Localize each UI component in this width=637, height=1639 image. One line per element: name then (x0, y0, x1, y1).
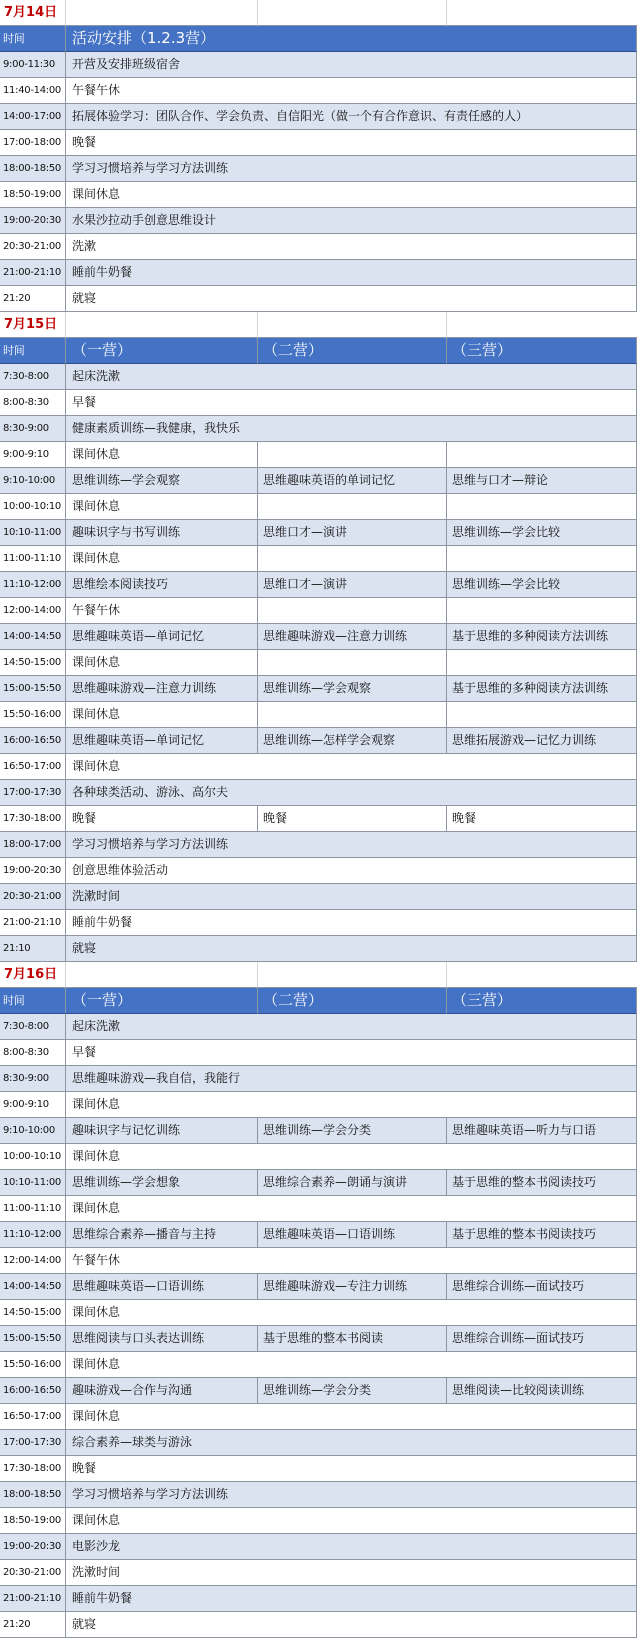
activity-cell: 睡前牛奶餐 (66, 1586, 637, 1612)
activity-cell: 午餐午休 (66, 78, 637, 104)
table-row (0, 1274, 637, 1300)
activity-cell: 起床洗漱 (66, 1014, 637, 1040)
activity-cell: 学习习惯培养与学习方法训练 (66, 156, 637, 182)
activity-cell: 洗漱 (66, 234, 637, 260)
camp-3-cell: 思维训练—学会比较 (447, 520, 637, 546)
header-camp-3: （三营） (447, 338, 637, 364)
time-cell: 9:10-10:00 (0, 468, 66, 494)
table-row (0, 572, 637, 598)
table-row (0, 1534, 637, 1560)
activity-cell: 各种球类活动、游泳、高尔夫 (66, 780, 637, 806)
table-header-row (0, 26, 637, 52)
day-title: 7月15日 (0, 312, 66, 338)
activity-cell: 拓展体验学习：团队合作、学会负责、自信阳光（做一个有合作意识、有责任感的人） (66, 104, 637, 130)
activity-cell: 就寝 (66, 1612, 637, 1638)
time-cell: 11:00-11:10 (0, 1196, 66, 1222)
camp-1-cell: 思维阅读与口头表达训练 (66, 1326, 258, 1352)
camp-2-cell: 思维趣味游戏—专注力训练 (258, 1274, 447, 1300)
camp-2-cell: 思维趣味英语的单词记忆 (258, 468, 447, 494)
day-title: 7月16日 (0, 962, 66, 988)
time-cell: 8:00-8:30 (0, 1040, 66, 1066)
activity-cell: 健康素质训练—我健康，我快乐 (66, 416, 637, 442)
camp-3-cell (447, 702, 637, 728)
table-row (0, 442, 637, 468)
activity-cell: 课间休息 (66, 182, 637, 208)
time-cell: 16:00-16:50 (0, 728, 66, 754)
time-cell: 15:00-15:50 (0, 1326, 66, 1352)
camp-2-cell: 思维训练—学会观察 (258, 676, 447, 702)
table-row (0, 1612, 637, 1638)
time-cell: 18:50-19:00 (0, 182, 66, 208)
time-cell: 18:50-19:00 (0, 1508, 66, 1534)
camp-3-cell: 思维与口才—辩论 (447, 468, 637, 494)
table-row (0, 832, 637, 858)
activity-cell: 早餐 (66, 390, 637, 416)
camp-3-cell: 思维训练—学会比较 (447, 572, 637, 598)
time-cell: 20:30-21:00 (0, 1560, 66, 1586)
time-cell: 16:00-16:50 (0, 1378, 66, 1404)
time-cell: 14:00-14:50 (0, 624, 66, 650)
table-row (0, 650, 637, 676)
table-row (0, 936, 637, 962)
camp-1-cell: 思维训练—学会观察 (66, 468, 258, 494)
activity-cell: 就寝 (66, 936, 637, 962)
camp-2-cell: 思维口才—演讲 (258, 520, 447, 546)
camp-1-cell: 思维趣味游戏—注意力训练 (66, 676, 258, 702)
time-cell: 18:00-18:50 (0, 1482, 66, 1508)
time-cell: 10:10-11:00 (0, 520, 66, 546)
activity-cell: 洗漱时间 (66, 884, 637, 910)
time-cell: 16:50-17:00 (0, 754, 66, 780)
camp-1-cell: 思维趣味英语—单词记忆 (66, 624, 258, 650)
table-row (0, 1144, 637, 1170)
camp-2-cell: 思维口才—演讲 (258, 572, 447, 598)
time-cell: 19:00-20:30 (0, 1534, 66, 1560)
camp-2-cell: 思维趣味英语—口语训练 (258, 1222, 447, 1248)
blank-cell (258, 0, 447, 26)
table-row (0, 1040, 637, 1066)
camp-1-cell: 课间休息 (66, 442, 258, 468)
time-cell: 10:00-10:10 (0, 1144, 66, 1170)
time-cell: 18:00-17:00 (0, 832, 66, 858)
table-row (0, 806, 637, 832)
camp-2-cell: 思维综合素养—朗诵与演讲 (258, 1170, 447, 1196)
camp-1-cell: 趣味游戏—合作与沟通 (66, 1378, 258, 1404)
time-cell: 8:30-9:00 (0, 1066, 66, 1092)
header-time: 时间 (0, 988, 66, 1014)
time-cell: 11:10-12:00 (0, 1222, 66, 1248)
header-activity: 活动安排（1.2.3营） (66, 26, 637, 52)
activity-cell: 就寝 (66, 286, 637, 312)
camp-1-cell: 课间休息 (66, 546, 258, 572)
camp-2-cell: 思维训练—学会分类 (258, 1118, 447, 1144)
activity-cell: 创意思维体验活动 (66, 858, 637, 884)
camp-3-cell (447, 546, 637, 572)
table-row (0, 702, 637, 728)
time-cell: 12:00-14:00 (0, 1248, 66, 1274)
camp-1-cell: 思维绘本阅读技巧 (66, 572, 258, 598)
activity-cell: 水果沙拉动手创意思维设计 (66, 208, 637, 234)
time-cell: 11:40-14:00 (0, 78, 66, 104)
time-cell: 9:00-9:10 (0, 1092, 66, 1118)
table-row (0, 182, 637, 208)
camp-2-cell: 思维训练—学会分类 (258, 1378, 447, 1404)
time-cell: 16:50-17:00 (0, 1404, 66, 1430)
table-row (0, 1300, 637, 1326)
table-row (0, 390, 637, 416)
camp-1-cell: 思维趣味英语—单词记忆 (66, 728, 258, 754)
time-cell: 9:10-10:00 (0, 1118, 66, 1144)
header-camp-2: （二营） (258, 338, 447, 364)
time-cell: 12:00-14:00 (0, 598, 66, 624)
time-cell: 21:20 (0, 1612, 66, 1638)
table-row (0, 546, 637, 572)
time-cell: 19:00-20:30 (0, 858, 66, 884)
table-row (0, 52, 637, 78)
activity-cell: 课间休息 (66, 1144, 637, 1170)
header-camp-2: （二营） (258, 988, 447, 1014)
table-row (0, 1456, 637, 1482)
time-cell: 11:00-11:10 (0, 546, 66, 572)
table-row (0, 78, 637, 104)
header-time: 时间 (0, 26, 66, 52)
time-cell: 21:10 (0, 936, 66, 962)
activity-cell: 课间休息 (66, 1092, 637, 1118)
header-camp-1: （一营） (66, 338, 258, 364)
camp-3-cell: 思维综合训练—面试技巧 (447, 1326, 637, 1352)
camp-3-cell (447, 650, 637, 676)
time-cell: 15:50-16:00 (0, 702, 66, 728)
time-cell: 21:00-21:10 (0, 910, 66, 936)
camp-3-cell: 晚餐 (447, 806, 637, 832)
time-cell: 11:10-12:00 (0, 572, 66, 598)
camp-3-cell: 思维趣味英语—听力与口语 (447, 1118, 637, 1144)
camp-2-cell (258, 702, 447, 728)
table-row (0, 1222, 637, 1248)
activity-cell: 学习习惯培养与学习方法训练 (66, 832, 637, 858)
table-row (0, 416, 637, 442)
table-row (0, 1092, 637, 1118)
table-row (0, 1586, 637, 1612)
time-cell: 19:00-20:30 (0, 208, 66, 234)
blank-cell (66, 312, 258, 338)
camp-3-cell (447, 494, 637, 520)
camp-2-cell (258, 546, 447, 572)
camp-2-cell (258, 650, 447, 676)
table-row (0, 494, 637, 520)
table-row (0, 1170, 637, 1196)
table-row (0, 754, 637, 780)
table-row (0, 1378, 637, 1404)
activity-cell: 午餐午休 (66, 1248, 637, 1274)
camp-3-cell: 基于思维的整本书阅读技巧 (447, 1222, 637, 1248)
activity-cell: 课间休息 (66, 1300, 637, 1326)
day-title-row (0, 0, 637, 26)
time-cell: 9:00-9:10 (0, 442, 66, 468)
time-cell: 7:30-8:00 (0, 1014, 66, 1040)
time-cell: 14:50-15:00 (0, 1300, 66, 1326)
camp-2-cell: 晚餐 (258, 806, 447, 832)
camp-3-cell (447, 598, 637, 624)
table-row (0, 520, 637, 546)
camp-1-cell: 课间休息 (66, 702, 258, 728)
blank-cell (447, 0, 637, 26)
camp-2-cell (258, 494, 447, 520)
camp-1-cell: 课间休息 (66, 650, 258, 676)
table-row (0, 234, 637, 260)
time-cell: 10:00-10:10 (0, 494, 66, 520)
camp-3-cell: 思维阅读—比较阅读训练 (447, 1378, 637, 1404)
camp-2-cell (258, 598, 447, 624)
table-header-row (0, 338, 637, 364)
camp-3-cell (447, 442, 637, 468)
blank-cell (66, 962, 258, 988)
header-camp-3: （三营） (447, 988, 637, 1014)
table-row (0, 1066, 637, 1092)
table-row (0, 208, 637, 234)
activity-cell: 早餐 (66, 1040, 637, 1066)
activity-cell: 课间休息 (66, 1352, 637, 1378)
camp-3-cell: 基于思维的多种阅读方法训练 (447, 624, 637, 650)
table-row (0, 104, 637, 130)
time-cell: 17:30-18:00 (0, 806, 66, 832)
time-cell: 8:00-8:30 (0, 390, 66, 416)
activity-cell: 晚餐 (66, 1456, 637, 1482)
table-header-row (0, 988, 637, 1014)
activity-cell: 晚餐 (66, 130, 637, 156)
table-row (0, 624, 637, 650)
time-cell: 17:30-18:00 (0, 1456, 66, 1482)
time-cell: 14:50-15:00 (0, 650, 66, 676)
table-row (0, 1118, 637, 1144)
table-row (0, 286, 637, 312)
table-row (0, 676, 637, 702)
time-cell: 9:00-11:30 (0, 52, 66, 78)
time-cell: 10:10-11:00 (0, 1170, 66, 1196)
header-camp-1: （一营） (66, 988, 258, 1014)
table-row (0, 884, 637, 910)
blank-cell (447, 962, 637, 988)
camp-3-cell: 基于思维的多种阅读方法训练 (447, 676, 637, 702)
time-cell: 15:00-15:50 (0, 676, 66, 702)
activity-cell: 课间休息 (66, 1196, 637, 1222)
time-cell: 17:00-18:00 (0, 130, 66, 156)
time-cell: 14:00-17:00 (0, 104, 66, 130)
camp-2-cell (258, 442, 447, 468)
table-row (0, 364, 637, 390)
time-cell: 20:30-21:00 (0, 884, 66, 910)
time-cell: 21:20 (0, 286, 66, 312)
time-cell: 21:00-21:10 (0, 1586, 66, 1612)
time-cell: 14:00-14:50 (0, 1274, 66, 1300)
time-cell: 17:00-17:30 (0, 1430, 66, 1456)
time-cell: 8:30-9:00 (0, 416, 66, 442)
blank-cell (447, 312, 637, 338)
header-time: 时间 (0, 338, 66, 364)
table-row (0, 156, 637, 182)
table-row (0, 1248, 637, 1274)
time-cell: 15:50-16:00 (0, 1352, 66, 1378)
camp-1-cell: 趣味识字与记忆训练 (66, 1118, 258, 1144)
table-row (0, 1352, 637, 1378)
day-title: 7月14日 (0, 0, 66, 26)
camp-2-cell: 思维趣味游戏—注意力训练 (258, 624, 447, 650)
time-cell: 18:00-18:50 (0, 156, 66, 182)
table-row (0, 260, 637, 286)
camp-2-cell: 思维训练—怎样学会观察 (258, 728, 447, 754)
activity-cell: 思维趣味游戏—我自信，我能行 (66, 1066, 637, 1092)
activity-cell: 洗漱时间 (66, 1560, 637, 1586)
table-row (0, 468, 637, 494)
activity-cell: 起床洗漱 (66, 364, 637, 390)
camp-1-cell: 趣味识字与书写训练 (66, 520, 258, 546)
camp-1-cell: 午餐午休 (66, 598, 258, 624)
camp-3-cell: 思维综合训练—面试技巧 (447, 1274, 637, 1300)
camp-1-cell: 思维趣味英语—口语训练 (66, 1274, 258, 1300)
blank-cell (258, 962, 447, 988)
day-title-row (0, 312, 637, 338)
table-row (0, 1404, 637, 1430)
activity-cell: 开营及安排班级宿舍 (66, 52, 637, 78)
table-row (0, 780, 637, 806)
table-row (0, 130, 637, 156)
time-cell: 7:30-8:00 (0, 364, 66, 390)
activity-cell: 睡前牛奶餐 (66, 910, 637, 936)
activity-cell: 课间休息 (66, 1404, 637, 1430)
camp-2-cell: 基于思维的整本书阅读 (258, 1326, 447, 1352)
table-row (0, 1508, 637, 1534)
camp-3-cell: 思维拓展游戏—记忆力训练 (447, 728, 637, 754)
time-cell: 17:00-17:30 (0, 780, 66, 806)
table-row (0, 858, 637, 884)
table-row (0, 1430, 637, 1456)
table-row (0, 1482, 637, 1508)
activity-cell: 课间休息 (66, 754, 637, 780)
camp-1-cell: 思维训练—学会想象 (66, 1170, 258, 1196)
table-row (0, 1196, 637, 1222)
activity-cell: 睡前牛奶餐 (66, 260, 637, 286)
camp-1-cell: 思维综合素养—播音与主持 (66, 1222, 258, 1248)
activity-cell: 课间休息 (66, 1508, 637, 1534)
activity-cell: 学习习惯培养与学习方法训练 (66, 1482, 637, 1508)
camp-1-cell: 课间休息 (66, 494, 258, 520)
time-cell: 20:30-21:00 (0, 234, 66, 260)
time-cell: 21:00-21:10 (0, 260, 66, 286)
table-row (0, 728, 637, 754)
table-row (0, 1560, 637, 1586)
camp-3-cell: 基于思维的整本书阅读技巧 (447, 1170, 637, 1196)
blank-cell (66, 0, 258, 26)
activity-cell: 综合素养—球类与游泳 (66, 1430, 637, 1456)
activity-cell: 电影沙龙 (66, 1534, 637, 1560)
camp-1-cell: 晚餐 (66, 806, 258, 832)
blank-cell (258, 312, 447, 338)
table-row (0, 1014, 637, 1040)
table-row (0, 910, 637, 936)
table-row (0, 598, 637, 624)
day-title-row (0, 962, 637, 988)
table-row (0, 1326, 637, 1352)
